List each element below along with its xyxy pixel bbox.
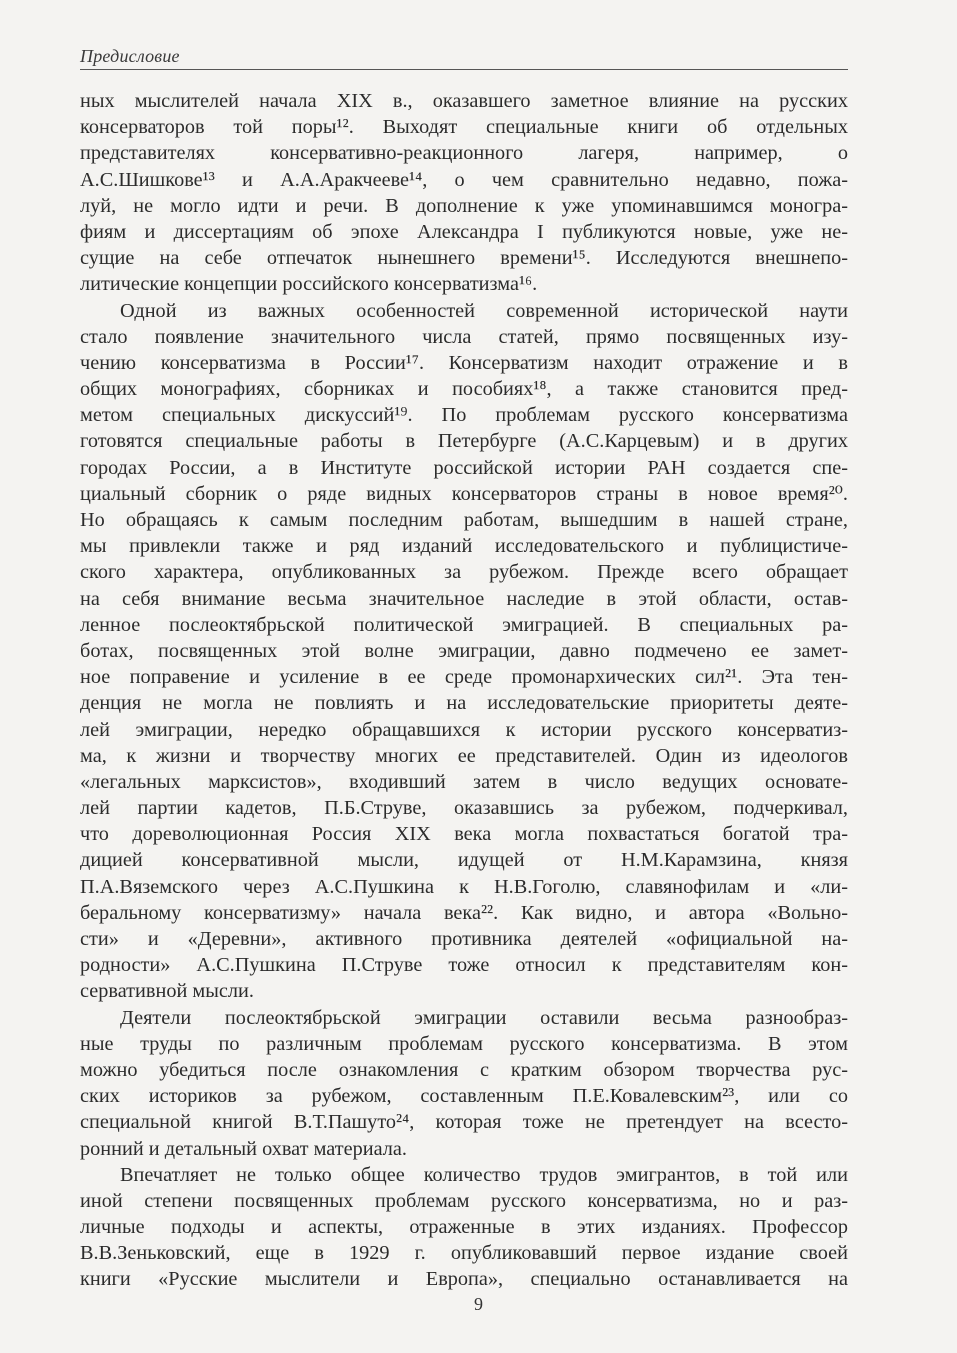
text-line: беральному консерватизму» начала века²². Как видно, и автора «Вольно- [80, 901, 848, 924]
text-line: литические концепции российского консерватизма¹⁶. [80, 273, 538, 296]
text-line: ских историков за рубежом, составленным П.Е.Ковалевским²³, или со [80, 1085, 848, 1108]
header-rule [80, 69, 848, 70]
text-line: ное поправение и усиление в ее среде промонархических сил²¹. Эта тен- [80, 666, 848, 689]
text-line: ные труды по различным проблемам русского консерватизма. В этом [80, 1032, 848, 1055]
text-line: ронний и детальный охват материала. [80, 1137, 407, 1160]
running-head-title: Предисловие [80, 46, 180, 66]
text-line: циальный сборник о ряде видных консерваторов страны в новое время²⁰. [80, 482, 848, 505]
text-line: мы привлекли также и ряд изданий исследовательского и публицистиче- [80, 535, 848, 558]
text-line: луй, не могло идти и речи. В дополнение к уже упоминавшимся моногра- [80, 194, 848, 217]
text-line: чению консерватизма в России¹⁷. Консерватизм находит отражение и в [80, 351, 848, 374]
text-line: ского характера, опубликованных за рубежом. Прежде всего обращает [80, 561, 848, 584]
text-line: что дореволюционная Россия XIX века могла похвастаться богатой тра- [80, 823, 848, 846]
text-line: Но обращаясь к самым последним работам, вышедшим в нашей стране, [80, 509, 848, 531]
text-line: лей партии кадетов, П.Б.Струве, оказавшись за рубежом, подчеркивал, [80, 797, 848, 820]
text-line: ных мыслителей начала XIX в., оказавшего заметное влияние на русских [80, 90, 848, 112]
text-line: личные подходы и аспекты, отраженные в этих изданиях. Профессор [80, 1216, 848, 1239]
text-line: «легальных марксистов», входивший затем в число ведущих основате- [80, 770, 848, 793]
text-line: ма, к жизни и творчеству многих ее представителей. Один из идеологов [80, 744, 848, 767]
text-line: дицией консервативной мысли, идущей от Н.М.Карамзина, князя [80, 849, 848, 872]
text-line: на себя внимание весьма значительное наследие в этой области, остав- [80, 587, 848, 610]
text-line: В.В.Зеньковский, еще в 1929 г. опубликовавший первое издание своей [80, 1242, 848, 1265]
text-line: сти» и «Деревни», активного противника деятелей «официальной на- [80, 928, 848, 950]
text-line: денция не могла не повлиять и на исследовательские приоритеты деяте- [80, 692, 848, 715]
text-line: книги «Русские мыслители и Европа», специально останавливается на [80, 1268, 848, 1291]
text-line: ленное послеоктябрьской политической эмиграцией. В специальных ра- [80, 613, 848, 636]
text-line: специальной книгой В.Т.Пашуто²⁴, которая тоже не претендует на всесто- [80, 1111, 848, 1134]
body-text [80, 88, 848, 1293]
text-line: родности» А.С.Пушкина П.Струве тоже относил к представителям кон- [80, 954, 848, 977]
text-line: ботах, посвященных этой волне эмиграции, давно подмечено ее замет- [80, 639, 848, 662]
text-line: сервативной мысли. [80, 980, 254, 1003]
text-line: А.С.Шишкове¹³ и А.А.Аракчееве¹⁴, о чем сравнительно недавно, пожа- [80, 168, 848, 191]
text-line: общих монографиях, сборниках и пособиях¹⁸, а также становится пред- [80, 378, 848, 401]
text-line: представителях консервативно-реакционного лагеря, например, о [80, 142, 848, 165]
text-line: лей эмиграции, нередко обращавшихся к истории русского консерватиз- [80, 718, 848, 741]
text-line: консерваторов той поры¹². Выходят специальные книги об отдельных [80, 116, 848, 139]
text-line: фиям и диссертациям об эпохе Александра I публикуются новые, уже не- [80, 220, 848, 243]
text-line: метом специальных дискуссий¹⁹. По проблемам русского консерватизма [80, 404, 848, 427]
text-line: можно убедиться после ознакомления с кратким обзором творчества рус- [80, 1058, 848, 1081]
text-line: Деятели послеоктябрьской эмиграции оставили весьма разнообраз- [120, 1006, 848, 1029]
page-number: 9 [474, 1294, 483, 1314]
text-line: П.А.Вяземского через А.С.Пушкина к Н.В.Гоголю, славянофилам и «ли- [80, 875, 848, 898]
text-line: сущие на себе отпечаток нынешнего времени¹⁵. Исследуются внешнепо- [80, 247, 848, 270]
text-line: городах России, а в Институте российской истории РАН создается спе- [80, 456, 848, 479]
text-line: стало появление значительного числа статей, прямо посвященных изу- [80, 325, 848, 348]
text-line: Одной из важных особенностей современной исторической наути [120, 299, 848, 322]
text-line: иной степени посвященных проблемам русского консерватизма, но и раз- [80, 1189, 848, 1212]
text-line: готовятся специальные работы в Петербурге (А.С.Карцевым) и в других [80, 430, 848, 453]
text-line: Впечатляет не только общее количество трудов эмигрантов, в той или [120, 1163, 848, 1186]
